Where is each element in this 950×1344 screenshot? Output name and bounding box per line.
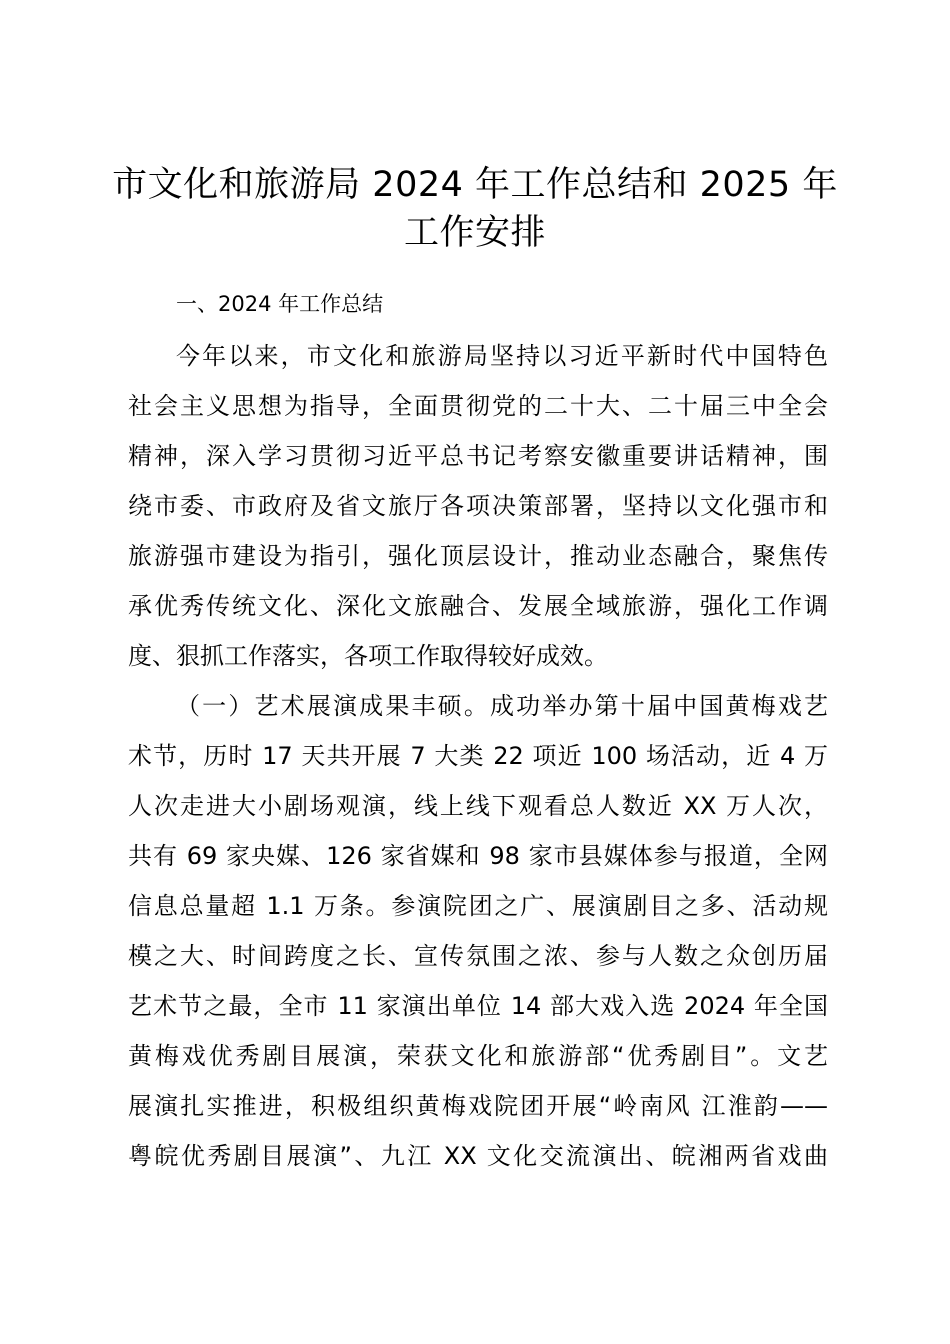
paragraph-2-line-4: 共有 69 家央媒、126 家省媒和 98 家市县媒体参与报道，全网 [128,842,828,870]
paragraph-1-line-2: 社会主义思想为指导，全面贯彻党的二十大、二十届三中全会 [128,392,828,420]
paragraph-2-line-3: 人次走进大小剧场观演，线上线下观看总人数近 XX 万人次， [128,792,828,820]
paragraph-2-line-8: 黄梅戏优秀剧目展演，荣获文化和旅游部“优秀剧目”。文艺 [128,1042,828,1070]
paragraph-1-line-7: 度、狠抓工作落实，各项工作取得较好成效。 [128,642,608,670]
paragraph-2-line-1: （一）艺术展演成果丰硕。成功举办第十届中国黄梅戏艺 [176,692,828,720]
section-heading: 一、2024 年工作总结 [176,292,384,316]
paragraph-1-line-5: 旅游强市建设为指引，强化顶层设计，推动业态融合，聚焦传 [128,542,828,570]
paragraph-1-line-3: 精神，深入学习贯彻习近平总书记考察安徽重要讲话精神，围 [128,442,828,470]
paragraph-2-line-7: 艺术节之最，全市 11 家演出单位 14 部大戏入选 2024 年全国 [128,992,828,1020]
paragraph-2-line-6: 模之大、时间跨度之长、宣传氛围之浓、参与人数之众创历届 [128,942,828,970]
paragraph-2-line-5: 信息总量超 1.1 万条。参演院团之广、展演剧目之多、活动规 [128,892,828,920]
paragraph-2-line-2: 术节，历时 17 天共开展 7 大类 22 项近 100 场活动，近 4 万 [128,742,828,770]
paragraph-2-line-10: 粤皖优秀剧目展演”、九江 XX 文化交流演出、皖湘两省戏曲 [128,1142,828,1170]
document-title-line-2: 工作安排 [403,213,546,253]
paragraph-1-line-6: 承优秀传统文化、深化文旅融合、发展全域旅游，强化工作调 [128,592,828,620]
paragraph-2-line-9: 展演扎实推进，积极组织黄梅戏院团开展“岭南风 江淮韵—— [128,1092,828,1120]
document-title-line-1: 市文化和旅游局 2024 年工作总结和 2025 年 [112,165,838,205]
paragraph-1-line-1: 今年以来，市文化和旅游局坚持以习近平新时代中国特色 [176,342,828,370]
paragraph-1-line-4: 绕市委、市政府及省文旅厅各项决策部署，坚持以文化强市和 [128,492,828,520]
